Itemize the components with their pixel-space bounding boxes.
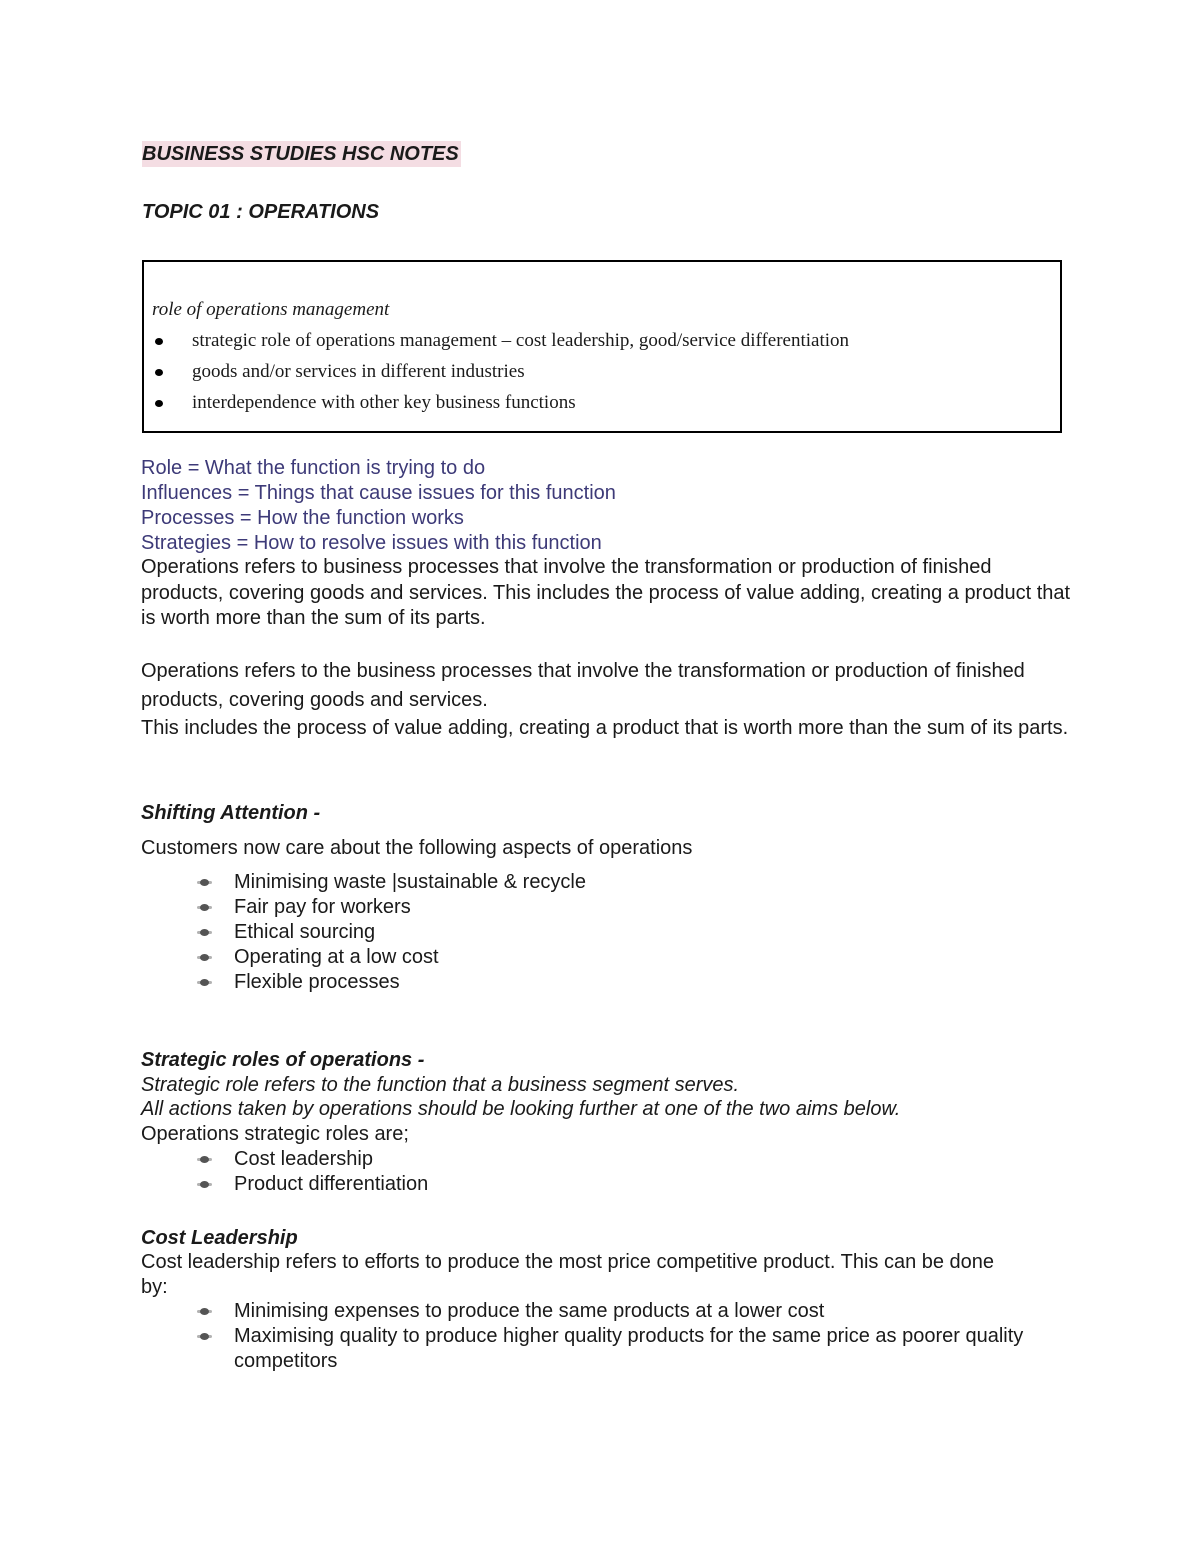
syllabus-box-heading: role of operations management (152, 299, 390, 320)
list-item-text: Flexible processes (234, 971, 400, 993)
syllabus-item (152, 391, 849, 422)
list-item (194, 895, 586, 920)
list-item (194, 870, 586, 895)
definition-processes: Processes = How the function works (141, 507, 464, 529)
list-item (194, 920, 586, 945)
list-item-text: Ethical sourcing (234, 921, 376, 943)
document-title: BUSINESS STUDIES HSC NOTES (142, 143, 459, 165)
bullet-icon (200, 979, 209, 986)
list-item (194, 970, 586, 995)
definition-strategies: Strategies = How to resolve issues with this function (141, 532, 602, 554)
list-item-text: Minimising expenses to produce the same products at a lower cost (234, 1300, 825, 1322)
definitions-block (141, 456, 616, 556)
strategic-roles-list (194, 1147, 428, 1197)
definition-influences: Influences = Things that cause issues for this function (141, 482, 616, 504)
list-item-text: Cost leadership (234, 1148, 373, 1170)
list-item-text: Minimising waste |sustainable & recycle (234, 871, 587, 893)
definition-role: Role = What the function is trying to do (141, 457, 486, 479)
syllabus-list (152, 329, 849, 422)
strategic-roles-heading: Strategic roles of operations - (141, 1049, 425, 1071)
syllabus-item (152, 329, 849, 360)
list-item-text: Maximising quality to produce higher quality products for the same price as poorer quality competitors (234, 1325, 1024, 1372)
shifting-attention-list (194, 870, 586, 995)
list-item (194, 1299, 1034, 1324)
syllabus-box (142, 260, 1062, 433)
cost-leadership-list (194, 1299, 1034, 1374)
list-item-text: Product differentiation (234, 1173, 429, 1195)
bullet-icon (200, 1181, 209, 1188)
list-item-text: Fair pay for workers (234, 896, 411, 918)
bullet-icon (200, 879, 209, 886)
bullet-icon (155, 369, 163, 376)
shifting-attention-intro: Customers now care about the following aspects of operations (141, 837, 693, 859)
list-item (194, 945, 586, 970)
topic-heading: TOPIC 01 : OPERATIONS (142, 201, 380, 223)
strategic-roles-intro: Operations strategic roles are; (141, 1123, 409, 1145)
bullet-icon (200, 904, 209, 911)
bullet-icon (200, 954, 209, 961)
bullet-icon (200, 1308, 209, 1315)
bullet-icon (155, 400, 163, 407)
shifting-attention-heading: Shifting Attention - (141, 802, 321, 824)
bullet-icon (200, 1156, 209, 1163)
list-item (194, 1324, 1034, 1374)
intro-paragraph-2a: Operations refers to the business processes that involve the transformation or production of finished products, covering goods and services. (141, 660, 1025, 711)
list-item (194, 1147, 428, 1172)
strategic-roles-aims: All actions taken by operations should be looking further at one of the two aims below. (141, 1098, 901, 1120)
intro-paragraph-2b: This includes the process of value adding, creating a product that is worth more than the sum of its parts. (141, 717, 1069, 739)
list-item (194, 1172, 428, 1197)
syllabus-item-text: strategic role of operations management – cost leadership, good/service differentiation (192, 330, 850, 351)
strategic-roles-definition: Strategic role refers to the function that a business segment serves. (141, 1074, 740, 1096)
cost-leadership-text: Cost leadership refers to efforts to produce the most price competitive product. This can be done by: (141, 1251, 995, 1298)
bullet-icon (200, 1333, 209, 1340)
intro-paragraph: Operations refers to business processes that involve the transformation or production of finished products, covering goods and services. This includes the process of value adding, creating a product that is worth more than the sum of its parts. (141, 556, 1071, 629)
syllabus-item-text: interdependence with other key business functions (192, 392, 576, 413)
bullet-icon (200, 929, 209, 936)
list-item-text: Operating at a low cost (234, 946, 439, 968)
bullet-icon (155, 338, 163, 345)
cost-leadership-heading: Cost Leadership (141, 1227, 298, 1249)
syllabus-item-text: goods and/or services in different industries (192, 361, 525, 382)
syllabus-item (152, 360, 849, 391)
